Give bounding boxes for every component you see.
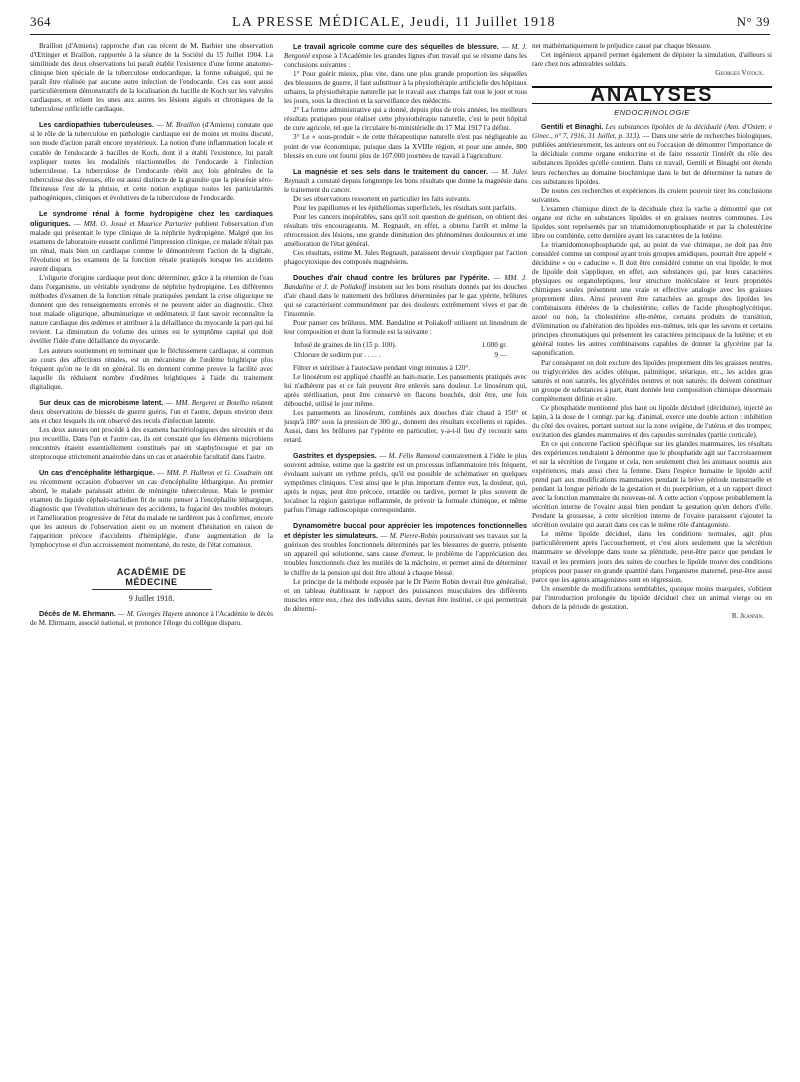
signature: R. Jeannin.	[731, 611, 764, 620]
paragraph: Le même lipoïde déciduel, dans les conditions normales, agit plus particulièrement après l'accouchement, et c'est alors seulement que la sécrétion mammaire se développe dans toute sa plénitude, peut-être parce que pendant le travail et les premiers jours des suites de couches le lipoïde trouve des conditions propices pour passer en grande quantité dans l'organisme maternel, peut-être aussi parce que les agents antagonistes sont en régression.	[532, 530, 772, 584]
article-text: insistent sur les bons résultats donnés par les douches d'air chaud dans le traitement des brûlures déterminées par le gaz ypérite, brûlures qui se caractérisent communément par des douleurs extrêmement vives et par de l'insomnie.	[284, 283, 527, 319]
article-author: MM. O. Josué et Maurice Parturier	[83, 219, 192, 228]
article-title: Décès de M. Ehrmann.	[39, 608, 116, 618]
paragraph: Le principe de la méthode exposée par le Dr Pierre Robin devrait être généralisé, et un tableau établissant le rapport des puissances musculaires des différents muscles entre eux, chez des individus sains, devrait être institué, ce qui permettrait de détermi-	[284, 577, 527, 613]
paragraph: En ce qui concerne l'action spécifique sur les glandes mammaires, les résultats des expériences tendraient à démontrer que le phosphatide agit sur l'accroissement et sur la sécrétion de l'organe et cela, non seulement chez les animaux soumis aux expériences, mais aussi chez la femme. Dans l'espèce humaine le lipoïde actif prend part aux modifications mammaires pendant la brève période menstruelle et pendant la longue période de la gestation et du puerpérium, et a un rapport direct avec la fonction mammaire du nouveau-né. A cette action s'oppose probablement la sécrétion interne de l'ovaire aussi bien pendant la gestation qu'en dehors d'elle. Pendant la grossesse, à cette sécrétion interne de l'ovaire paraissent s'ajouter la sécrétion ovulaire qui aurait dans ces cas le même rôle d'antagoniste.	[532, 439, 772, 530]
article-author: M. J. Bergonié	[284, 43, 527, 61]
page-header	[30, 14, 770, 35]
article-title: Les cardiopathies tuberculeuses.	[39, 120, 154, 130]
paragraph: Pour panser ces brûlures, MM. Bandaline et Poliakoff utilisent un linosérum de leur composition et dont la formule est la suivante :	[284, 319, 527, 337]
article-title: Gastrites et dyspepsies.	[293, 450, 377, 460]
article-travail-agricole: Le travail agricole comme cure des séquelles de blessure. — M. J. Bergonié expose à l'Académie les grandes lignes d'un travail qui se résume dans les conclusions suivantes :	[284, 42, 527, 70]
paragraph: Braillon (d'Amiens) rapproche d'un cas récent de M. Barbier une observation d'Œttinger et Braillon, rapportée à la séance de la Société du 15 Juillet 1904. La similitude des deux observations lui paraît établir l'existence d'une forme anatomo-clinique bien spéciale de la tuberculose endocardique, la forme subaiguë, qui ne paraît être réalisée par aucune autre infection de l'endocarde. Ces cas sont aussi particulièrement démonstratifs de la localisation du bacille de Koch sur les valvules cardiaques, et relient les unes aux autres les lésions aiguës et chroniques de la tuberculose orificielle cardiaque.	[30, 42, 273, 114]
paragraph: L'examen chimique direct de la déciduale chez la vache a démontré que cet organe est riche en substances lipoïdes et en graisses neutres communes. Les lipoïdes sont représentés par un triamidomonophosphatide et par la cholestérine libre ou combinée, cette dernière ayant les caractères de la lutéine.	[532, 204, 772, 240]
paragraph: Le linosérum est appliqué chauffé au bain-marie. Les pansements pratiqués avec lui n'adhèrent pas et ce fait peuvent être enlevés sans douleur. Le linosérum qui, après stérilisation, peut être conservé en flacons bouchés, doit être, une fois débouché, utilisé le jour même.	[284, 372, 527, 408]
paragraph: 1° Pour guérir mieux, plus vite, dans une plus grande proportion les séquelles des blessures de guerre, il faut substituer à la physiothérapie artificielle des hôpitaux urbains, la physiothérapie naturelle par le travail aux champs fait tout le jour et tous les jours, sous la direction et la surveillance des médecins.	[284, 70, 527, 106]
article-text: contrairement à l'idée le plus souvent admise, estime que la gastrite est un processus inflammatoire très fréquent, évoluant suivant un rythme précis, qu'il est possible de schématiser en quelques symptômes cliniques. C'est ainsi que le plus important d'entre eux, la douleur, qui, après le repas, peut être précoce, retardée ou tardive, permet le plus souvent de localiser la région gastrique enflammée, de prévoir la formule chimique, et même parfois l'image radioscopique correspondante.	[284, 451, 527, 515]
column-3	[532, 42, 772, 1074]
paragraph: Pour les cancers inopérables, sans qu'il soit question de guérison, on obtient des résultats très encourageants. M. Regnault, en effet, a obtenu l'arrêt et même la rétrocession des lésions, une grande diminution des phénomènes douloureux et une amélioration de l'état général.	[284, 212, 527, 248]
article-author: M. Braillon	[165, 121, 200, 130]
issue-number: N° 39	[736, 14, 770, 29]
article-encephalite: Un cas d'encéphalite léthargique. — MM. P. Halbron et G. Coudrain ont eu récemment occasion d'observer un cas d'encéphalite léthargique. Au premier abord, le malade paraissait atteint de méningite tuberculeuse. Mais le premier examen du liquide céphalo-rachidien fit de suite penser à l'encéphalite léthargique, diagnostic que l'évolution ultérieure des accidents, la fugacité des troubles moteurs et l'amélioration progressive de l'état du malade ne tardèrent pas à confirmer, encore que les auteurs de l'observation aient eu un moment d'hésitation en raison de l'apparition précoce d'accidents d'hémiplégie, d'une augmentation de la lymphocytose et d'un accroissement momentané, du reste, de l'état comateux.	[30, 468, 273, 550]
paragraph: L'oligurie d'origine cardiaque peut donc déterminer, grâce à la rétention de l'eau dans l'organisme, un véritable syndrome de néphrite hydropigène. Les différentes méthodes d'examen de la fonction rénale pratiquées pendant la crise oligurique ne donnent que des renseignements erronés et ne peuvent aider au diagnostic. Chez tout malade oligurique, albuminurique et œdémateux il faut savoir reconnaître la nature cardiaque des œdèmes et attribuer à la défaillance du myocarde la part qui lui revient. La diminution du volume des urines est le symptôme capital qui doit éveiller l'idée d'une défaillance du myocarde.	[30, 274, 273, 346]
article-cardiopathies: Les cardiopathies tuberculeuses. — M. Braillon (d'Amiens) constate que si le rôle de la tuberculose en pathologie cardiaque est de moins en moins discuté, son mode d'action paraît encore mystérieux. La notion d'une inflammation locale et curable de l'endocarde à bacilles de Koch, dont il a établi l'existence, lui paraît expliquer toutes les modalités réactionnelles de l'endocarde à l'infection tuberculeuse. La tuberculose de l'endocarde obéit aux lois générales de la tuberculose des séreuses, elle est aussi distincte de la granulie que la pleurésie séro-fibrineuse l'est de la phtisie, et cette notion explique toutes les particularités pathogéniques, cliniques et évolutives de la tuberculose de l'endocarde.	[30, 120, 273, 202]
recipe-line	[294, 351, 527, 360]
paragraph: Pour les papillomes et les épithéliomas superficiels, les résultats sont parfaits.	[293, 203, 517, 212]
article-text: annonce à l'Académie le décès de M. Ehrmann, associé national, et prononce l'éloge du collègue disparu.	[30, 609, 273, 627]
article-title: Un cas d'encéphalite léthargique.	[39, 468, 155, 478]
article-text: a constaté depuis longtemps les bons résultats que donne la magnésie dans le traitement du cancer.	[284, 176, 527, 194]
analyses-heading: ANALYSES	[532, 86, 772, 104]
paragraph: Ce phosphatide mentionné plus haut ou lipoïde déciduel (déciduine), injecté au lapin, à la dose de 1 centigr. par kg. d'animal, exerce une double action : inhibition du côté des ovaires, portant surtout sur la zone ovigène, de l'utérus et des trompes; excitation des glandes mammaires et des capsules surrénales (partie corticale).	[532, 403, 772, 439]
article-deces: Décès de M. Ehrmann. — M. Georges Hayem annonce à l'Académie le décès de M. Ehrmann, associé national, et prononce l'éloge du collègue disparu.	[30, 608, 273, 627]
column-1	[30, 42, 273, 1074]
paragraph: Les deux auteurs ont procédé à des examens bactériologiques des sérosités et du pus recueillis. Dans l'un et l'autre cas, ils ont constaté que les éléments microbiens rencontrés étaient essentiellement constitués par un staphylocoque et par un streptocoque strictement anaérobie dans un cas et anaérobie facultatif dans l'autre.	[30, 425, 273, 462]
article-author: M. Jules Reynault	[284, 167, 527, 185]
article-text: (d'Amiens) constate que si le rôle de la tuberculose en pathologie cardiaque est de moins en moins discuté, son mode d'action paraît encore mystérieux. La notion d'une inflammation locale et curable de l'endocarde à bacilles de Koch, dont il a établi l'existence, lui paraît expliquer toutes les modalités réactionnelles de l'endocarde à l'infection tuberculeuse. La tuberculose de l'endocarde obéit aux lois générales de la tuberculose des séreuses, elle est aussi distincte de la granulie que la pleurésie séro-fibrineuse l'est de la phtisie, et cette notion explique toutes les particularités pathogéniques, cliniques et évolutives de la tuberculose de l'endocarde.	[30, 121, 273, 202]
signature: Georges Vitoux.	[715, 69, 764, 78]
paragraph: 3° Le « sous-produit » de cette thérapeutique naturelle n'est pas négligeable au point de vue économique, puisque dans la XVIIIe région, et pour une année, 800 blessés en cure ont fourni plus de 107.000 journées de travail à l'agriculture.	[284, 133, 527, 160]
paragraph: De toutes ces recherches et expériences ils croient pouvoir tirer les conclusions suivantes.	[532, 186, 772, 204]
recipe-line	[294, 341, 527, 350]
article-text: poursuivant ses travaux sur la guérison des troubles fonctionnels déterminés par les blessures de guerre, présente un appareil qui solutionne, sans cause d'erreur, le problème de l'appréciation des troubles fonctionnels chez les mutilés de la mâchoire, et permet ainsi de déterminer le chiffre de la pension qui doit être alloué à chaque blessé.	[284, 532, 527, 577]
article-gastrites: Gastrites et dyspepsies. — M. Félix Ramond contrairement à l'idée le plus souvent admise, estime que la gastrite est un processus inflammatoire très fréquent, évoluant suivant un rythme précis, qu'il est possible de schématiser en quelques symptômes cliniques. C'est ainsi que le plus important d'entre eux, la douleur, qui, après le repas, peut être précoce, retardée ou tardive, permet le plus souvent de localiser la région gastrique enflammée, de prévoir la formule chimique, et même parfois l'image radioscopique correspondante.	[284, 450, 527, 515]
paragraph: Les auteurs soutiennent en terminant que le fléchissement cardiaque, si commun au cours des affections rénales, est un mécanisme de l'œdème brightique plus fréquent qu'on ne le dit en général. Ils en donnent comme preuve la facilité avec laquelle ils réduisent nombre d'œdèmes brightiques à l'aide du traitement digitalique.	[30, 346, 273, 391]
article-title: Sur deux cas de microbisme latent.	[39, 397, 164, 407]
article-author: M. Félix Ramond	[388, 451, 440, 460]
article-author: M. Pierre-Robin	[389, 532, 438, 541]
article-title: Gentili et Binaghi.	[541, 122, 604, 132]
article-author: MM. J. Bandaline et J. de Poliakoff	[284, 274, 527, 292]
article-author: MM. Bergeret et Botelho	[175, 398, 249, 407]
page-number: 364	[30, 14, 51, 29]
paragraph: ner mathématiquement le préjudice causé par chaque blessure.	[532, 42, 712, 50]
article-magnesie: La magnésie et ses sels dans le traitement du cancer. — M. Jules Reynault a constaté depuis longtemps les bons résultats que donne la magnésie dans le traitement du cancer.	[284, 166, 527, 194]
column-2	[284, 42, 527, 1074]
article-title: Le syndrome rénal à forme hydropigène chez les cardiaques oliguriques.	[30, 208, 273, 228]
article-text: Dans une série de recherches biologiques, publiées antérieurement, les auteurs ont eu l'occasion de démontrer l'importance de la déciduale comme organe endocrine et de faire ressortir l'intérêt du rôle des substances lipoïdes qu'elle contient. Dans ce travail, Gentili et Binaghi ont étendu leurs recherches au domaine biochimique dans le but de déterminer la nature de ces substances lipoïdes.	[532, 132, 772, 186]
article-text: publient l'observation d'un malade qui présentait le type clinique de la néphrite hydropigène. Malgré que les examens de laboratoire eussent confirmé l'impression clinique, ce malade n'était pas un rénal, mais bien un cardiaque comme le démontrèrent l'action de la digitale, l'évolution et les examens de la fonction rénale pratiqués lorsque les accidents eurent disparu.	[30, 219, 273, 274]
article-title: La magnésie et ses sels dans le traitement du cancer.	[293, 166, 488, 176]
article-text: relatent deux observations de blessés de guerre guéris, l'un et l'autre, depuis environ deux ans et chez lesquels ils ont observé des reculs d'infection latente.	[30, 398, 273, 425]
article-text: expose à l'Académie les grandes lignes d'un travail qui se résume dans les conclusions suivantes :	[284, 52, 527, 70]
article-author: MM. P. Halbron et G. Coudrain	[166, 469, 262, 478]
paragraph: Par conséquent on doit exclure des lipoïdes proprement dits les graisses neutres, ou triglycérides des acides oléique, palmitique, stéarique, etc., les acides gras saturés et non saturés, les glycérides neutres et non saturés; ils doivent constituer un groupe de substances à part, étant donnée leur composition chimique désormais complètement définie et sûre.	[532, 358, 772, 403]
article-dynamometre: Dynamomètre buccal pour apprécier les impotences fonctionnelles et dépister les simulateurs. — M. Pierre-Robin poursuivant ses travaux sur la guérison des troubles fonctionnels déterminés par les blessures de guerre, présente un appareil qui solutionne, sans cause d'erreur, le problème de l'appréciation des troubles fonctionnels chez les mutilés de la mâchoire, et permet ainsi de déterminer le chiffre de la pension qui doit être alloué à chaque blessé.	[284, 521, 527, 577]
article-title: Douches d'air chaud contre les brûlures par l'ypérite.	[293, 273, 490, 283]
paragraph: Filtrer et stériliser à l'autoclave pendant vingt minutes à 120°.	[293, 363, 471, 372]
article-title: Le travail agricole comme cure des séquelles de blessure.	[293, 42, 499, 51]
academie-date: 9 Juillet 1918.	[128, 593, 175, 603]
paragraph: Ces résultats, estime M. Jules Regnault, paraissent devoir s'expliquer par l'action phagocytoxique des composés magnésiens.	[284, 249, 527, 267]
paragraph: Un ensemble de modifications semblables, quoique moins marquées, s'obtient par l'introduction prolongée du lipoïde déciduel chez un animal vierge ou en dehors de la période de gestation.	[532, 584, 772, 611]
academie-heading: ACADÉMIE DE MÉDECINE	[92, 568, 212, 589]
recipe-ingredient: Chlorure de sodium pur . . . . .	[294, 350, 381, 359]
recipe-amount: 1.000 gr.	[481, 341, 507, 350]
article-text: ont eu récemment occasion d'observer un cas d'encéphalite léthargique. Au premier abord, le malade paraissait atteint de méningite tuberculeuse. Mais le premier examen du liquide céphalo-rachidien fit de suite penser à l'encéphalite léthargique, diagnostic que l'évolution ultérieure des accidents, la fugacité des troubles moteurs et l'amélioration progressive de l'état du malade ne tardèrent pas à confirmer, encore que les auteurs de l'observation aient eu un moment d'hésitation en raison de l'apparition précoce d'accidents d'hémiplégie, d'une augmentation de la lymphocytose et d'un accroissement momentané, du reste, de l'état comateux.	[30, 469, 273, 550]
paragraph: De ses observations ressortent en particulier les faits suivants.	[293, 194, 471, 203]
analysis-gentili-binaghi: Gentili et Binaghi. Les substances lipoïdes de la décidualé (Ann. d'Ostetr. e Ginec., n° 7, 1916, 31 Juillet, p. 313). — Dans une série de recherches biologiques, publiées antérieurement, les auteurs ont eu l'occasion de démontrer l'importance de la déciduale comme organe endocrine et de faire ressortir l'intérêt du rôle des substances lipoïdes qu'elle contient. Dans ce travail, Gentili et Binaghi ont étendu leurs recherches au domaine biochimique dans le but de déterminer la nature de ces substances lipoïdes.	[532, 122, 772, 186]
paragraph: Les pansements au linosérum, combinés aux douches d'air chaud à 150° et jusqu'à 180° sous la pression de 300 gr., donnent des résultats excellents et rapides. Aussi, dans les brûlures par l'ypérite en particulier, y-a-t-il lieu d'y recourir sans retard.	[284, 408, 527, 444]
article-title: Dynamomètre buccal pour apprécier les impotences fonctionnelles et dépister les simulateurs.	[284, 521, 527, 541]
article-reference: Les substances lipoïdes de la décidualé (Ann. d'Ostetr. e Ginec., n° 7, 1916, 31 Juillet, p. 313).	[532, 123, 772, 141]
recipe-amount: 9 —	[494, 350, 507, 359]
journal-title: LA PRESSE MÉDICALE, Jeudi, 11 Juillet 1918	[231, 15, 556, 30]
article-syndrome-renal: Le syndrome rénal à forme hydropigène chez les cardiaques oliguriques. — MM. O. Josué et Maurice Parturier publient l'observation d'un malade qui présentait le type clinique de la néphrite hydropigène. Malgré que les examens de laboratoire eussent confirmé l'impression clinique, ce malade n'était pas un rénal, mais bien un cardiaque comme le démontrèrent l'action de la digitale, l'évolution et les examens de la fonction rénale pratiqués lorsque les accidents eurent disparu.	[30, 208, 273, 274]
article-author: M. Georges Hayem	[126, 609, 183, 618]
paragraph: Le triamidomonophosphatide qui, au point de vue chimique, ne doit pas être considéré comme un composé ayant trois groupes amidiques, pourrait être appelé « déciduine » ou « caducine ». Il doit être considéré comme un vrai lipoïde; le mot de lipoïde doit s'appliquer, en effet, aux substances qui, par leurs caractères physiques ou organoleptiques, leur structure moléculaire et leurs propriétés chimiques seules présentent une vraie et effective analogie avec les graisses proprement dites. Ainsi peuvent être rattachées au groupe des lipoïdes les combinaisons éthérées de la cholestérine, celles de l'acide phosphoglycérique, azoté ou non, la cholestérine elle-même, certains produits de transition, d'élimination ou d'altération des lipoïdes eux-mêmes, tels que les savons et certains principes chromatiques qui présentent les caractères principaux de la lutéine; et en général toutes les autres combinaisons capables de donner la glycérine par la saponification.	[532, 240, 772, 358]
paragraph: Cet ingénieux appareil permet également de dépister la simulation, d'ailleurs si rare chez nos admirables soldats.	[532, 51, 772, 69]
paragraph: 2° La forme administrative qui a donné, depuis plus de trois années, les meilleurs résultats pratiques pour réaliser cette physiothérapie naturelle, c'est le petit hôpital de cure agricole, tel que la circulaire bi-ministérielle du 17 Mai 1917 l'a défini.	[284, 106, 527, 133]
recipe-ingredient: Infusé de graines de lin (15 p. 100).	[294, 341, 397, 350]
article-microbisme: Sur deux cas de microbisme latent. — MM. Bergeret et Botelho relatent deux observations de blessés de guerre guéris, l'un et l'autre, depuis environ deux ans et chez lesquels ils ont observé des reculs d'infection latente.	[30, 397, 273, 425]
rubric-heading: ENDOCRINOLOGIE	[614, 108, 690, 118]
recipe-formula	[294, 341, 527, 359]
article-douches: Douches d'air chaud contre les brûlures par l'ypérite. — MM. J. Bandaline et J. de Poliakoff insistent sur les bons résultats donnés par les douches d'air chaud dans le traitement des brûlures déterminées par le gaz ypérite, brûlures qui se caractérisent communément par des douleurs extrêmement vives et par de l'insomnie.	[284, 273, 527, 319]
